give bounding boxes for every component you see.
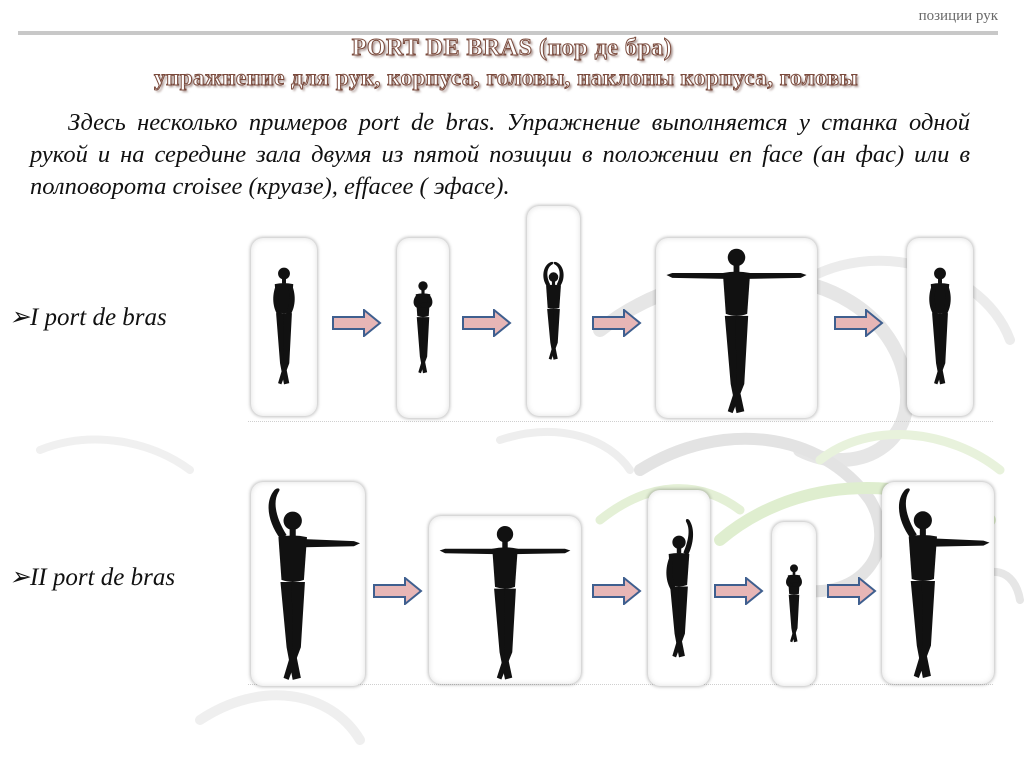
arms-side-figure (429, 516, 581, 684)
step-card-2 (397, 238, 449, 418)
arrow-right-icon (373, 577, 423, 605)
step-card-3 (527, 206, 580, 416)
arm-up-side-figure (251, 482, 365, 686)
row-separator (248, 421, 993, 422)
step-card-10 (882, 482, 994, 684)
arms-low-figure (907, 238, 973, 416)
page-title: PORT DE BRAS (пор де бра) (351, 35, 673, 61)
arrow-right-icon (592, 577, 642, 605)
step-card-6 (251, 482, 365, 686)
row-label-second-port-de-bras: ➢II port de bras (9, 564, 176, 591)
arrow-right-icon (834, 309, 884, 337)
step-card-4 (656, 238, 817, 418)
section-tag: позиции рук (918, 8, 998, 24)
intro-paragraph: Здесь несколько примеров port de bras. Упражнение выполняется у станка одной рукой и на середине зала двумя из пятой позиции в положении en face (ан фас) или в полповорота croisee (круазе), effacee ( эфасе). (30, 109, 970, 200)
arm-up-side-figure (882, 482, 994, 684)
arrow-right-icon (462, 309, 512, 337)
arrow-right-icon (827, 577, 877, 605)
arrow-right-icon (332, 309, 382, 337)
arm-up-low-figure (648, 490, 710, 686)
page-subtitle: упражнение для рук, корпуса, головы, наклоны корпуса, головы (153, 65, 859, 90)
step-card-8 (648, 490, 710, 686)
step-card-5 (907, 238, 973, 416)
step-card-1 (251, 238, 317, 416)
arrow-right-icon (714, 577, 764, 605)
arrow-right-icon (592, 309, 642, 337)
arms-overhead-figure (527, 206, 580, 416)
step-card-9 (772, 522, 816, 686)
step-card-7 (429, 516, 581, 684)
arms-low-figure (251, 238, 317, 416)
arms-first-figure (397, 238, 449, 418)
arms-first-figure (772, 522, 816, 686)
row-label-first-port-de-bras: ➢I port de bras (9, 304, 167, 331)
arms-side-figure (656, 238, 817, 418)
